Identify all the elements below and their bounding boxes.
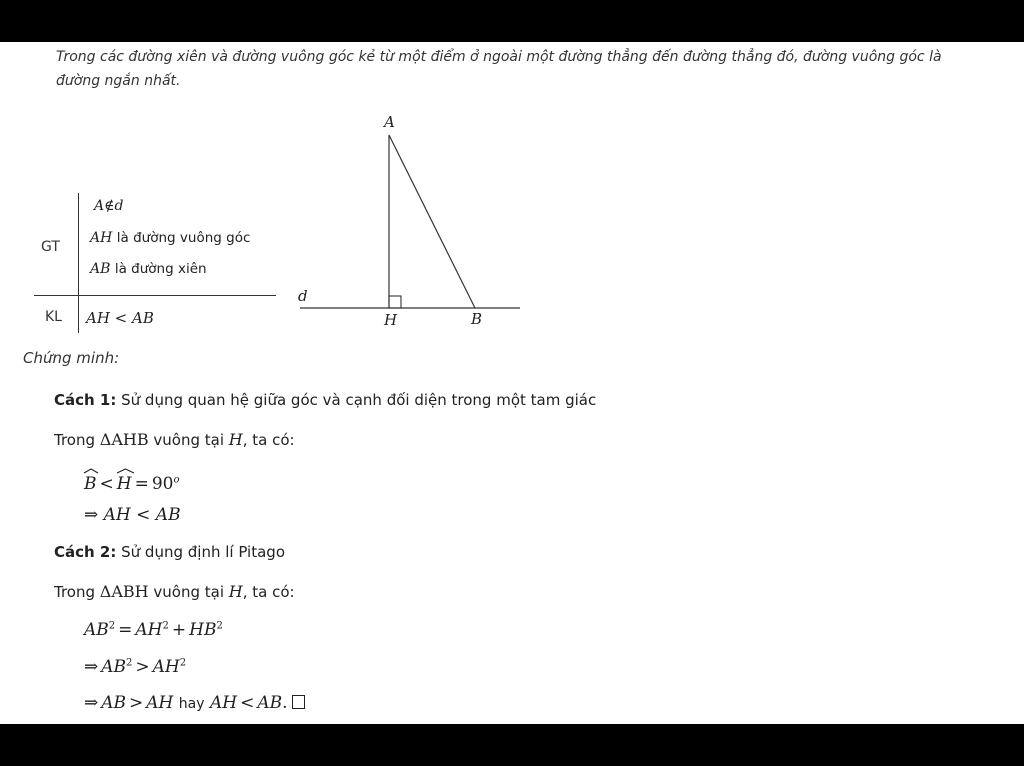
gt-row-2 xyxy=(90,230,250,246)
angle-H-letter: H xyxy=(116,474,132,494)
segment-AB xyxy=(389,135,475,308)
method-1-desc: Sử dụng quan hệ giữa góc và cạnh đối diện trong một tam giác xyxy=(121,391,597,409)
triangle-figure xyxy=(290,105,530,335)
method-2-vertex: H xyxy=(228,582,243,601)
angle-B-letter: B xyxy=(84,474,97,494)
method-2-intro-post: , ta có: xyxy=(242,583,295,601)
method-2-eq-squares: ⇒ $AB^2 > AH^2$ xyxy=(84,657,187,677)
method-2-eq-pythagoras: $AB^2 = AH^2 + HB^2$ xyxy=(84,620,223,640)
gt-label: GT xyxy=(41,239,60,255)
table-vertical-divider xyxy=(78,193,79,333)
proof-title: Chứng minh: xyxy=(23,349,120,367)
theorem-statement: Trong các đường xiên và đường vuông góc kẻ từ một điểm ở ngoài một đường thẳng đến đường thẳng đó, đường vuông góc là đường ngắn nhất. xyxy=(56,49,942,89)
table-horizontal-divider xyxy=(34,295,276,296)
method-2-triangle: ΔABH xyxy=(99,582,149,601)
bottom-black-bar xyxy=(0,724,1024,766)
method-1-intro-post: , ta có: xyxy=(242,431,295,449)
method-2-eq-conclusion: ⇒ AB > AH hay AH < AB. xyxy=(84,693,305,713)
method-1-vertex: H xyxy=(228,430,243,449)
label-H: H xyxy=(384,311,398,329)
method-1-intro-mid: vuông tại xyxy=(153,431,225,449)
right-angle-mark xyxy=(389,296,401,308)
method-1-heading: Cách 1: xyxy=(54,391,117,409)
gt-row-1 xyxy=(94,198,123,214)
method-2-intro xyxy=(54,582,295,601)
label-B: B xyxy=(471,310,483,328)
gt-row-1-math: A∉d xyxy=(94,198,124,214)
method-1-eq-value: 90 xyxy=(151,474,174,494)
method-1-intro-pre: Trong xyxy=(54,431,96,449)
method-1-eq-degree: o xyxy=(173,474,180,486)
label-A: A xyxy=(384,113,395,131)
kl-row: AH < AB xyxy=(86,309,154,327)
gt-row-2-math: AH xyxy=(90,230,113,246)
method-2-heading: Cách 2: xyxy=(54,543,117,561)
qed-square-icon xyxy=(292,695,305,709)
gt-row-3-text: là đường xiên xyxy=(114,261,207,277)
method-2-hay: hay xyxy=(178,696,205,712)
method-1-intro xyxy=(54,430,295,449)
method-1-eq-angles: B < $H = 90^o$ xyxy=(84,470,180,494)
method-1-triangle: ΔAHB xyxy=(99,430,149,449)
method-2-line xyxy=(54,543,285,561)
gt-row-2-text: là đường vuông góc xyxy=(116,230,251,246)
method-2-intro-mid: vuông tại xyxy=(153,583,225,601)
method-1-eq-conclusion xyxy=(84,505,181,525)
method-1-line xyxy=(54,391,596,409)
method-2-intro-pre: Trong xyxy=(54,583,96,601)
method-1-eq-conclusion-text: ⇒ AH < AB xyxy=(84,505,181,525)
kl-label: KL xyxy=(45,309,62,325)
top-black-bar xyxy=(0,0,1024,42)
method-2-desc: Sử dụng định lí Pitago xyxy=(121,543,285,561)
gt-row-3-math: AB xyxy=(90,261,111,277)
gt-row-3 xyxy=(90,261,207,277)
label-d: d xyxy=(298,287,308,305)
